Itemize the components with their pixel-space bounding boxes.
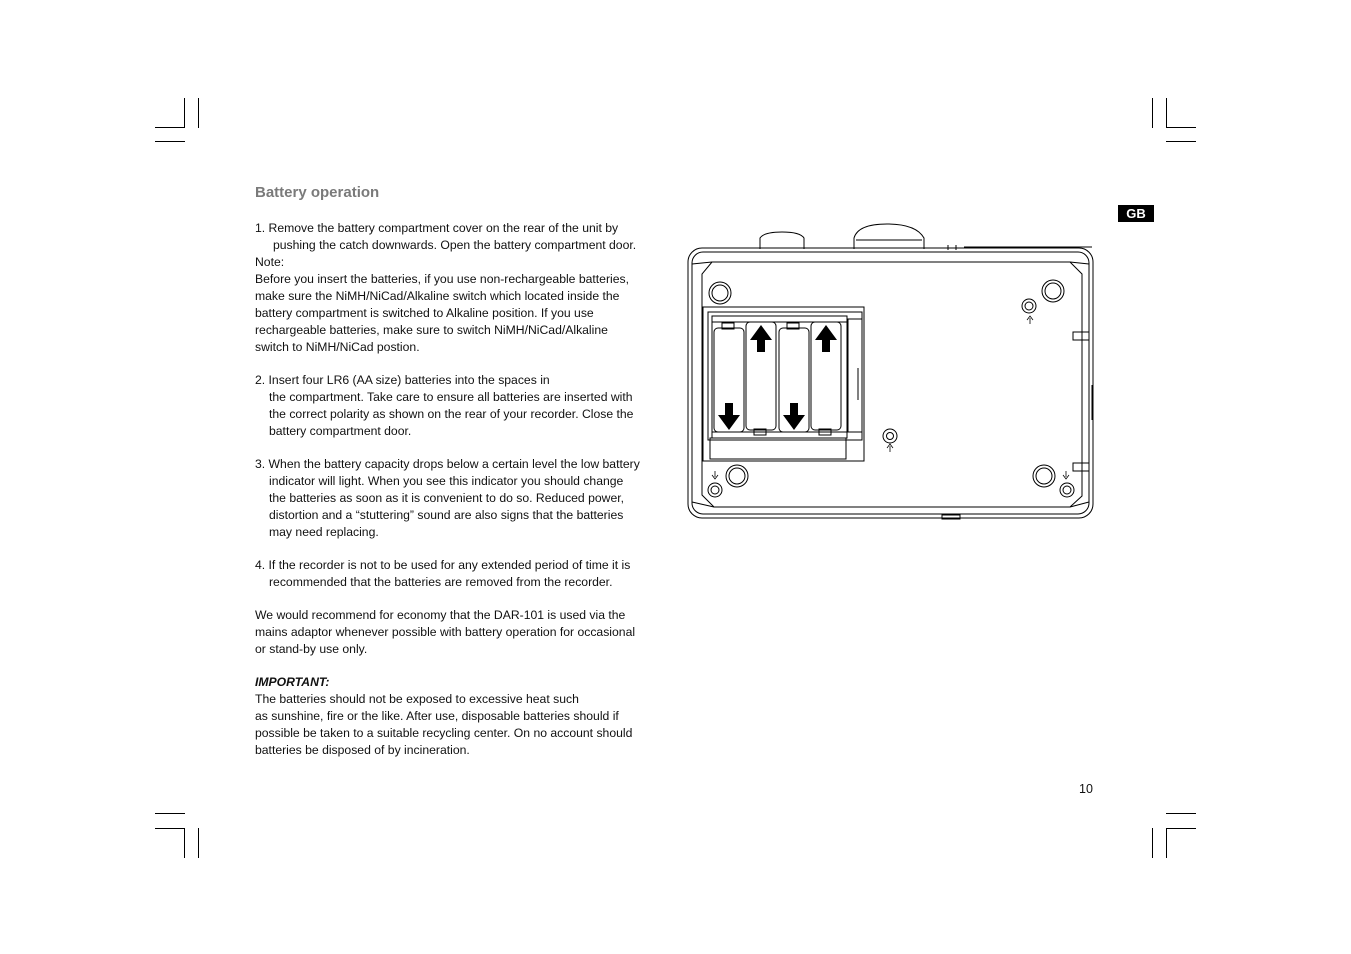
battery-compartment (703, 307, 864, 461)
crop-mark (155, 127, 185, 128)
important-line: The batteries should not be exposed to excessive heat such (255, 692, 579, 706)
step-4-line: 4. If the recorder is not to be used for any extended period of time it is (255, 558, 631, 572)
step-4-line: recommended that the batteries are removed from the recorder. (269, 575, 613, 589)
crop-mark (1152, 828, 1153, 858)
step-3-line: may need replacing. (269, 525, 379, 539)
small-screw (883, 429, 897, 443)
step-3-line: distortion and a “stuttering” sound are also signs that the batteries (269, 508, 624, 522)
language-badge: GB (1118, 205, 1154, 222)
section-title: Battery operation (255, 184, 380, 201)
crop-mark (1166, 828, 1196, 829)
arrow-up-icon (815, 325, 837, 352)
crop-mark (184, 98, 185, 128)
screw-hole (726, 465, 748, 487)
crop-mark (198, 98, 199, 128)
crop-mark (155, 141, 185, 142)
crop-mark (184, 828, 185, 858)
recommendation-line: or stand-by use only. (255, 642, 368, 656)
crop-mark (1166, 98, 1167, 128)
step-3-line: the batteries as soon as it is convenient to do so. Reduced power, (269, 491, 625, 505)
step-2-line: battery compartment door. (269, 424, 412, 438)
important-line: batteries be disposed of by incineration. (255, 743, 470, 757)
crop-mark (1152, 98, 1153, 128)
small-screw (1022, 299, 1036, 313)
top-knob-large (854, 224, 924, 249)
important-heading: IMPORTANT: (255, 675, 330, 689)
small-screw (708, 483, 722, 497)
crop-mark (1166, 828, 1167, 858)
step-2-line: 2. Insert four LR6 (AA size) batteries into the spaces in (255, 373, 550, 387)
arrow-down-icon (718, 403, 740, 430)
crop-mark (198, 828, 199, 858)
device-housing (688, 248, 1093, 518)
crop-mark (1166, 813, 1196, 814)
step-2-line: the compartment. Take care to ensure all batteries are inserted with (269, 390, 633, 404)
arrow-up-icon (750, 325, 772, 352)
top-knob-small (760, 232, 804, 249)
arrow-down-icon (783, 403, 805, 430)
device-rear-illustration (684, 220, 1098, 530)
note-line: switch to NiMH/NiCad postion. (255, 340, 420, 354)
step-1-line: 1. Remove the battery compartment cover on the rear of the unit by (255, 221, 619, 235)
crop-mark (1166, 141, 1196, 142)
note-line: make sure the NiMH/NiCad/Alkaline switch which located inside the (255, 289, 620, 303)
recommendation-line: We would recommend for economy that the DAR-101 is used via the (255, 608, 626, 622)
step-2-line: the correct polarity as shown on the rear of your recorder. Close the (269, 407, 634, 421)
screw-hole (1042, 280, 1064, 302)
crop-mark (155, 828, 185, 829)
important-line: as sunshine, fire or the like. After use, disposable batteries should if (255, 709, 619, 723)
step-1-line: pushing the catch downwards. Open the battery compartment door. (273, 238, 637, 252)
step-3-line: 3. When the battery capacity drops below a certain level the low battery (255, 457, 640, 471)
page-number: 10 (1079, 782, 1093, 796)
step-3-line: indicator will light. When you see this indicator you should change (269, 474, 624, 488)
small-arrow-icon (712, 316, 1069, 479)
note-label: Note: (255, 255, 285, 269)
crop-mark (155, 813, 185, 814)
instructions-text (255, 220, 675, 759)
note-line: battery compartment is switched to Alkaline position. If you use (255, 306, 594, 320)
important-line: possible be taken to a suitable recycling center. On no account should (255, 726, 633, 740)
screw-hole (709, 282, 731, 304)
note-line: rechargeable batteries, make sure to switch NiMH/NiCad/Alkaline (255, 323, 608, 337)
note-line: Before you insert the batteries, if you use non-rechargeable batteries, (255, 272, 629, 286)
small-screw (1060, 483, 1074, 497)
screw-hole (1033, 465, 1055, 487)
recommendation-line: mains adaptor whenever possible with battery operation for occasional (255, 625, 636, 639)
crop-mark (1166, 127, 1196, 128)
